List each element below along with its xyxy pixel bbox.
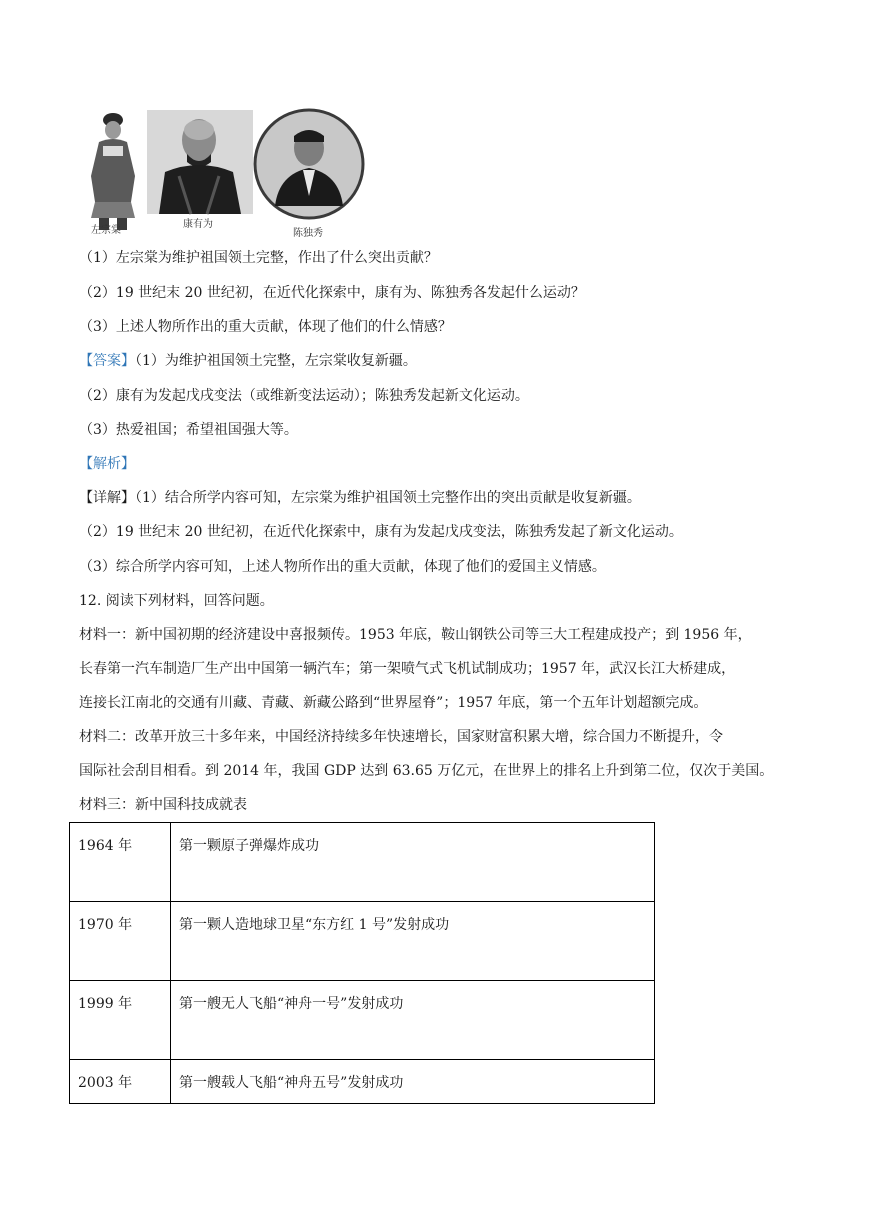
analysis-line-2: （2）19 世纪末 20 世纪初，在近代化探索中，康有为发起戊戌变法，陈独秀发起了新文化运动。 (79, 524, 683, 540)
portraits-svg (79, 106, 369, 238)
answer-tag: 【答案】 (79, 353, 135, 369)
answer-text: （1）为维护祖国领土完整，左宗棠收复新疆。 (135, 353, 417, 369)
table-cell-event: 第一艘无人飞船“神舟一号”发射成功 (171, 981, 655, 1060)
analysis-line-3: （3）综合所学内容可知，上述人物所作出的重大贡献，体现了他们的爱国主义情感。 (79, 559, 606, 575)
material-1-line: 长春第一汽车制造厂生产出中国第一辆汽车；第一架喷气式飞机试制成功；1957 年，武汉长江大桥建成， (79, 661, 736, 677)
question-3: （3）上述人物所作出的重大贡献，体现了他们的什么情感？ (79, 319, 452, 335)
table-cell-year: 1970 年 (70, 902, 171, 981)
portrait-round-frame-icon (255, 110, 363, 218)
analysis-text: （1）结合所学内容可知，左宗棠为维护祖国领土完整作出的突出贡献是收复新疆。 (135, 490, 641, 506)
table-cell-year: 1999 年 (70, 981, 171, 1060)
analysis-tag: 【解析】 (79, 456, 135, 472)
table-cell-year: 2003 年 (70, 1060, 171, 1104)
table-row (70, 1060, 655, 1104)
answer-line-2: （2）康有为发起戊戌变法（或维新变法运动）；陈独秀发起新文化运动。 (79, 388, 529, 404)
portrait-caption: 陈独秀 (293, 228, 323, 239)
table-cell-year: 1964 年 (70, 823, 171, 902)
material-1-line: 材料一：新中国初期的经济建设中喜报频传。1953 年底，鞍山钢铁公司等三大工程建成投产；到 1956 年， (79, 627, 752, 643)
material-2-line: 材料二：改革开放三十多年来，中国经济持续多年快速增长，国家财富积累大增，综合国力不断提升，令 (79, 729, 723, 745)
table-row (70, 981, 655, 1060)
q12-title: 12. 阅读下列材料，回答问题。 (79, 593, 274, 609)
table-row (70, 823, 655, 902)
material-2-line: 国际社会刮目相看。到 2014 年，我国 GDP 达到 63.65 万亿元，在世界上的排名上升到第二位，仅次于美国。 (79, 763, 774, 779)
table-cell-event: 第一艘载人飞船“神舟五号”发射成功 (171, 1060, 655, 1104)
table-row (70, 902, 655, 981)
portrait-standing-official-icon (79, 106, 147, 238)
table-cell-event: 第一颗原子弹爆炸成功 (171, 823, 655, 902)
question-1: （1）左宗棠为维护祖国领土完整，作出了什么突出贡献？ (79, 250, 438, 266)
portrait-images (79, 106, 369, 238)
portrait-caption: 左宗棠 (91, 225, 121, 236)
material-1-line: 连接长江南北的交通有川藏、青藏、新藏公路到“世界屋脊”；1957 年底，第一个五年计划超额完成。 (79, 695, 708, 711)
table-cell-event: 第一颗人造地球卫星“东方红 1 号”发射成功 (171, 902, 655, 981)
detail-tag: 【详解】 (79, 490, 135, 506)
analysis-line-1 (79, 488, 641, 508)
answer-line-1 (79, 351, 417, 371)
portrait-caption: 康有为 (183, 219, 213, 230)
achievement-table (69, 822, 655, 1104)
question-2: （2）19 世纪末 20 世纪初，在近代化探索中，康有为、陈独秀各发起什么运动？ (79, 285, 585, 301)
answer-line-3: （3）热爱祖国；希望祖国强大等。 (79, 422, 298, 438)
portrait-seated-man-icon (147, 110, 253, 214)
material-3-heading: 材料三：新中国科技成就表 (79, 797, 247, 813)
